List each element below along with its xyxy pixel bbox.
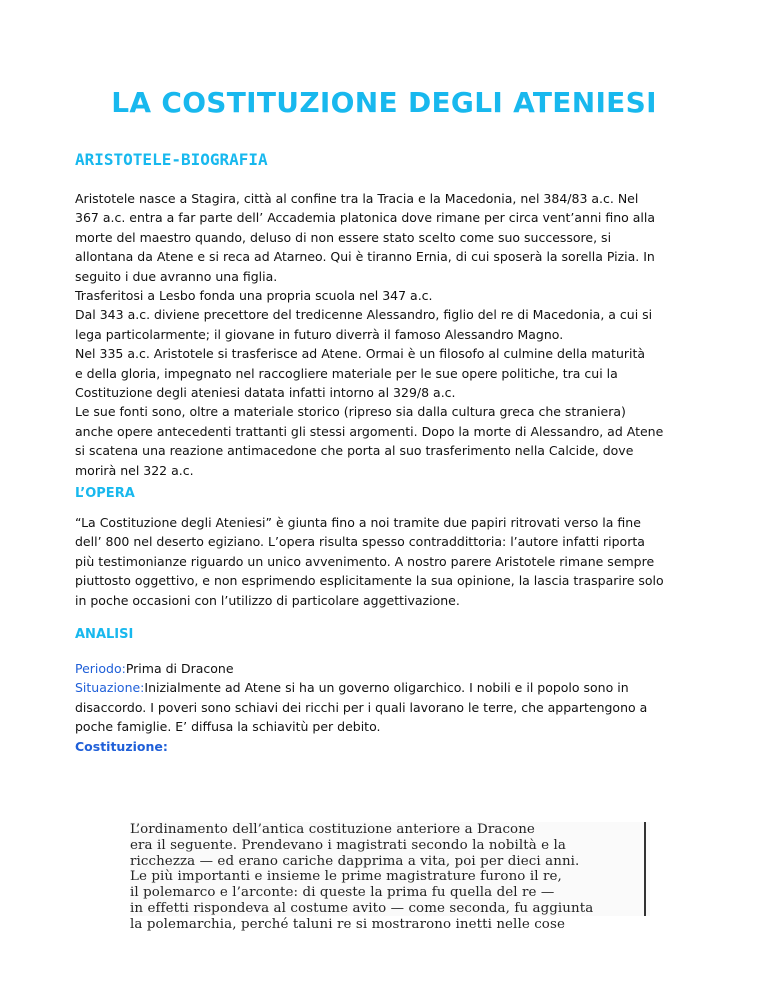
scan-line: L’ordinamento dell’antica costituzione anteriore a Dracone [130, 822, 535, 837]
situazione-line [75, 678, 700, 697]
text-line: e della gloria, impegnato nel raccogliere materiale per le sue opere politiche, tra cui la [75, 365, 618, 381]
text-line: morirà nel 322 a.c. [75, 462, 194, 478]
analisi-paragraph [75, 659, 700, 756]
text-line: 367 a.c. entra a far parte dell’ Accademia platonica dove rimane per circa vent’anni fino alla [75, 210, 656, 226]
situazione-text: Inizialmente ad Atene si ha un governo oligarchico. I nobili e il popolo sono in [144, 680, 629, 696]
scanned-text-image [130, 822, 650, 932]
text-line: Nel 335 a.c. Aristotele si trasferisce ad Atene. Ormai è un filosofo al culmine della maturità [75, 346, 646, 362]
section-heading-analisi: ANALISI [75, 627, 134, 642]
section-heading-biografia: ARISTOTELE-BIOGRAFIA [75, 150, 268, 169]
text-line: Le sue fonti sono, oltre a materiale storico (ripreso sia dalla cultura greca che straniera) [75, 404, 626, 420]
text-line: Trasferitosi a Lesbo fonda una propria scuola nel 347 a.c. [75, 288, 433, 304]
text-line: più testimonianze riguardo un unico avvenimento. A nostro parere Aristotele rimane sempre [75, 553, 655, 569]
periodo-label: Periodo: [75, 661, 126, 676]
text-line: Aristotele nasce a Stagira, città al confine tra la Tracia e la Macedonia, nel 384/83 a.c. Nel [75, 191, 639, 206]
text-line: lega particolarmente; il giovane in futuro diverrà il famoso Alessandro Magno. [75, 326, 564, 342]
periodo-value: Prima di Dracone [125, 661, 234, 676]
periodo-line [75, 659, 700, 678]
text-line: piuttosto oggettivo, e non esprimendo esplicitamente la sua opinione, la lascia trasparire solo [75, 573, 664, 589]
biografia-paragraph [75, 189, 700, 480]
text-line: si scatena una reazione antimacedone che porta al suo trasferimento nella Calcide, dove [75, 443, 634, 459]
costituzione-label: Costituzione: [75, 738, 168, 754]
text-line: seguito i due avranno una figlia. [75, 268, 278, 284]
text-line: disaccordo. I poveri sono schiavi dei ricchi per i quali lavorano le terre, che appartengono a [75, 699, 648, 715]
scan-line: ricchezza — ed erano cariche dapprima a vita, poi per dieci anni. [130, 853, 580, 869]
section-heading-opera: L’OPERA [75, 486, 135, 501]
text-line: dell’ 800 nel deserto egiziano. L’opera risulta spesso contraddittoria: l’autore infatti riporta [75, 534, 645, 550]
scan-line: il polemarco e l’arconte: di queste la prima fu quella del re — [130, 885, 555, 901]
text-line: anche opere antecedenti trattanti gli stessi argomenti. Dopo la morte di Alessandro, ad Atene [75, 423, 664, 439]
text-line: Costituzione degli ateniesi datata infatti intorno al 329/8 a.c. [75, 385, 456, 401]
text-line: “La Costituzione degli Ateniesi” è giunta fino a noi tramite due papiri ritrovati verso la fine [75, 515, 641, 530]
situazione-label: Situazione: [75, 680, 145, 696]
scan-line: era il seguente. Prendevano i magistrati secondo la nobiltà e la [130, 837, 567, 853]
document-title: LA COSTITUZIONE DEGLI ATENIESI [111, 86, 657, 119]
text-line: allontana da Atene e si reca ad Atarneo. Qui è tiranno Ernia, di cui sposerà la sorella Pizia. In [75, 249, 655, 265]
text-line: poche famiglie. E’ diffusa la schiavitù per debito. [75, 719, 381, 735]
text-line: Dal 343 a.c. diviene precettore del tredicenne Alessandro, figlio del re di Macedonia, a cui si [75, 307, 653, 323]
opera-paragraph [75, 513, 700, 610]
scan-line: la polemarchia, perché taluni re si mostrarono inetti nelle cose [130, 916, 565, 932]
scan-line: Le più importanti e insieme le prime magistrature furono il re, [130, 869, 562, 885]
text-line: in poche occasioni con l’utilizzo di particolare aggettivazione. [75, 592, 460, 608]
scan-margin-rule [644, 822, 646, 916]
scan-line: in effetti rispondeva al costume avito — come seconda, fu aggiunta [130, 900, 594, 916]
text-line: morte del maestro quando, deluso di non essere stato scelto come suo successore, si [75, 229, 612, 245]
